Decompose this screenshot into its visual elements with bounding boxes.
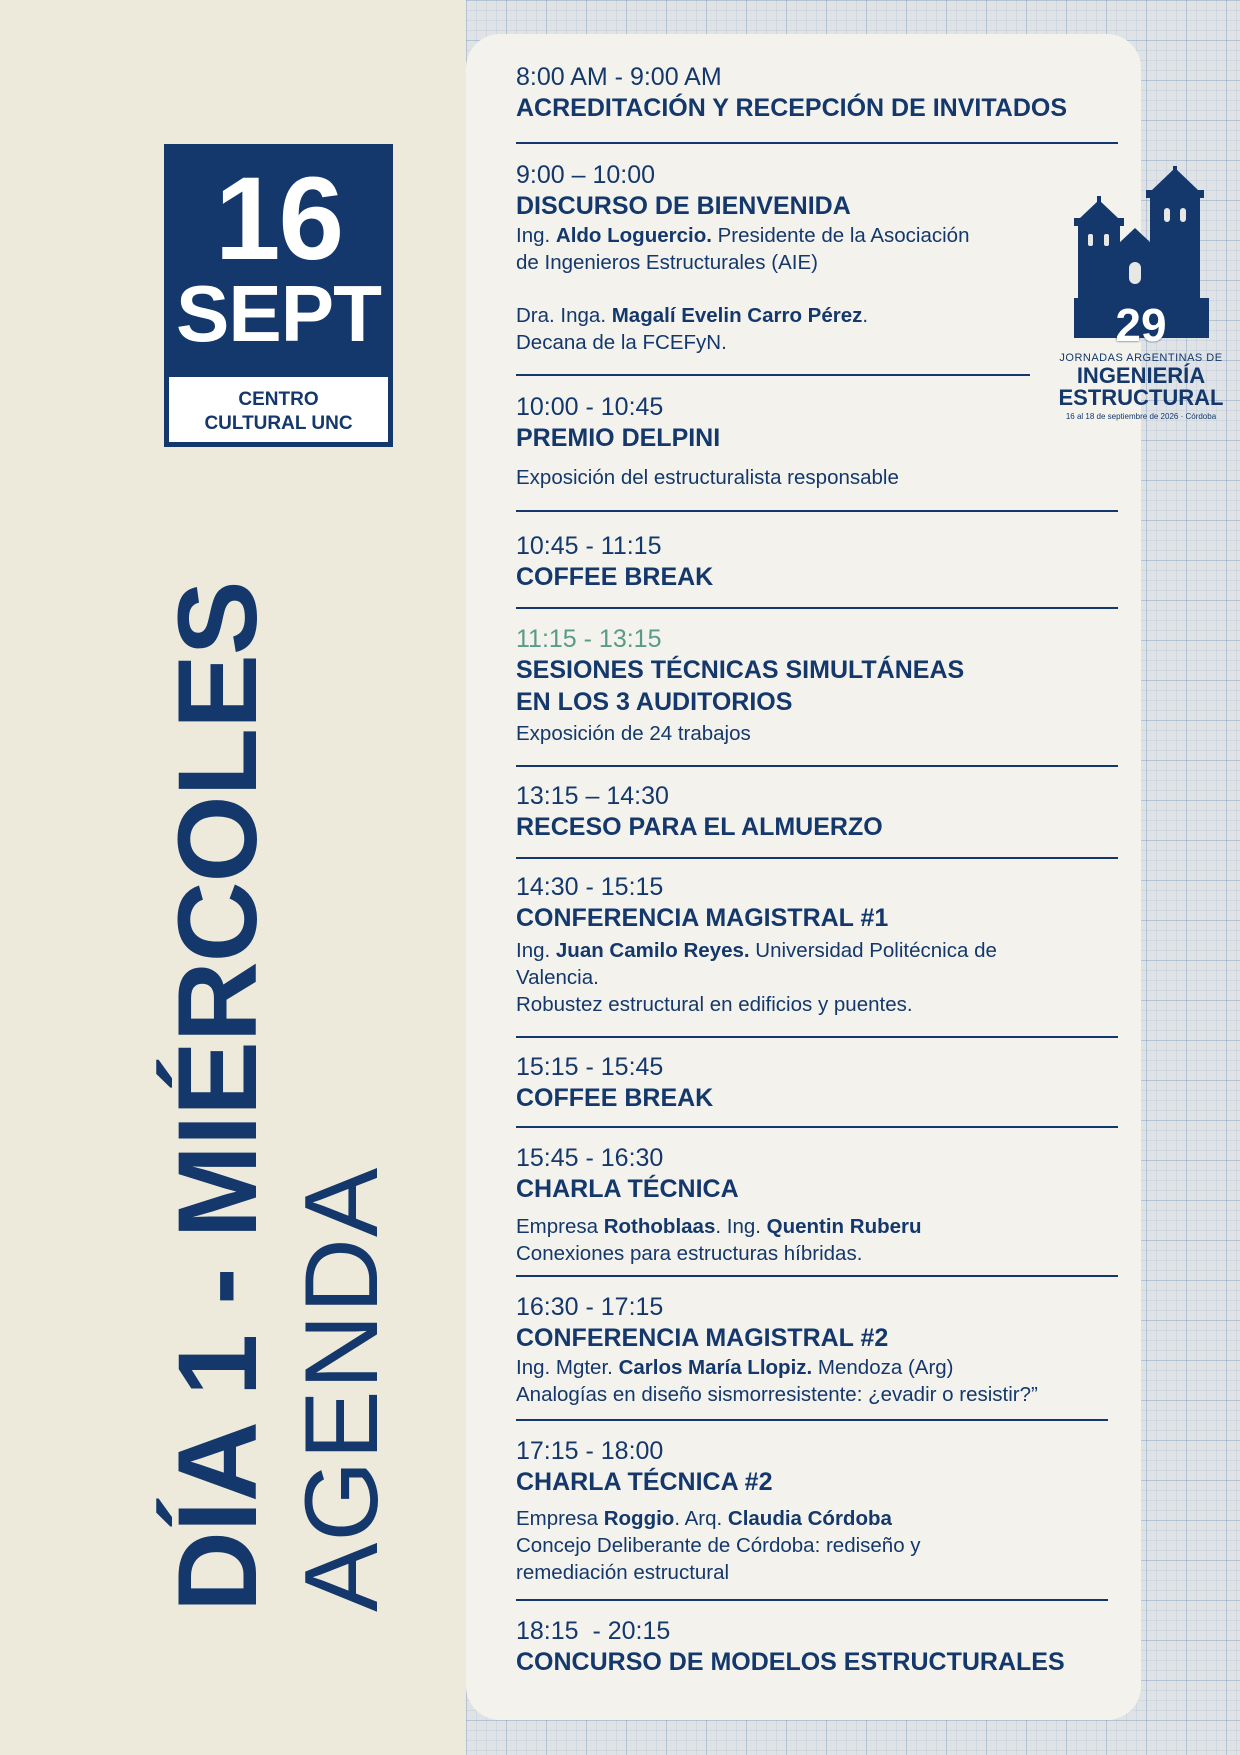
item-time: 11:15 - 13:15 bbox=[516, 625, 662, 653]
company-line: Empresa Rothoblaas. Ing. Quentin Ruberu bbox=[516, 1215, 922, 1238]
item-description: Analogías en diseño sismorresistente: ¿evadir o resistir?” bbox=[516, 1383, 1038, 1406]
logo-number: 29 bbox=[1115, 299, 1167, 351]
item-title: COFFEE BREAK bbox=[516, 563, 714, 591]
divider bbox=[516, 607, 1118, 609]
divider bbox=[516, 765, 1118, 767]
item-title: CHARLA TÉCNICA bbox=[516, 1175, 739, 1203]
speaker-name: Carlos María Llopiz. bbox=[618, 1356, 813, 1379]
logo-line-4: 16 al 18 de septiembre de 2026 · Córdoba bbox=[1065, 412, 1217, 421]
date-badge bbox=[164, 144, 393, 447]
speaker-line: Ing. Mgter. Carlos María Llopiz. Mendoza (Arg) bbox=[516, 1356, 954, 1379]
item-time: 8:00 AM - 9:00 AM bbox=[516, 63, 722, 91]
divider bbox=[516, 510, 1118, 512]
speaker-name: Claudia Córdoba bbox=[727, 1507, 892, 1530]
item-title-line-2: EN LOS 3 AUDITORIOS bbox=[516, 688, 793, 716]
item-description: remediación estructural bbox=[516, 1561, 730, 1584]
divider bbox=[516, 1126, 1118, 1128]
agenda-item-10 bbox=[516, 1292, 1038, 1408]
item-title: COFFEE BREAK bbox=[516, 1084, 714, 1112]
item-title: DISCURSO DE BIENVENIDA bbox=[516, 192, 851, 220]
speaker-role: de Ingenieros Estructurales (AIE) bbox=[516, 251, 818, 274]
speaker-name: Quentin Ruberu bbox=[766, 1215, 922, 1238]
speaker-line: Ing. Juan Camilo Reyes. Universidad Politécnica de bbox=[516, 939, 997, 962]
company-name: Roggio bbox=[603, 1507, 675, 1530]
item-description: Conexiones para estructuras híbridas. bbox=[516, 1242, 863, 1265]
item-time: 15:15 - 15:45 bbox=[516, 1053, 664, 1081]
date-day: 16 bbox=[214, 153, 343, 285]
item-title: CHARLA TÉCNICA #2 bbox=[516, 1468, 773, 1496]
item-time: 14:30 - 15:15 bbox=[516, 873, 664, 901]
event-logo bbox=[1046, 166, 1236, 426]
venue-line-1: CENTRO bbox=[238, 389, 319, 410]
agenda-item-6 bbox=[516, 781, 883, 843]
speaker-name: Magalí Evelin Carro Pérez bbox=[611, 304, 863, 327]
divider bbox=[516, 857, 1118, 859]
company-name: Rothoblaas bbox=[603, 1215, 716, 1238]
divider bbox=[516, 1275, 1118, 1277]
agenda-item-8 bbox=[516, 1052, 713, 1114]
agenda-item-5 bbox=[516, 624, 964, 747]
item-description: Valencia. bbox=[516, 966, 599, 989]
item-time: 15:45 - 16:30 bbox=[516, 1144, 664, 1172]
item-time: 10:45 - 11:15 bbox=[516, 532, 662, 560]
divider bbox=[516, 1036, 1118, 1038]
item-time: 17:15 - 18:00 bbox=[516, 1437, 664, 1465]
item-time: 16:30 - 17:15 bbox=[516, 1293, 664, 1321]
item-time: 13:15 – 14:30 bbox=[516, 782, 669, 810]
company-line: Empresa Roggio. Arq. Claudia Córdoba bbox=[516, 1507, 892, 1530]
item-time: 10:00 - 10:45 bbox=[516, 393, 664, 421]
speaker-line: Dra. Inga. Magalí Evelin Carro Pérez. bbox=[516, 304, 869, 327]
item-time: 18:15 - 20:15 bbox=[516, 1617, 671, 1645]
speaker-role: Decana de la FCEFyN. bbox=[516, 331, 727, 354]
divider bbox=[516, 1599, 1108, 1601]
divider bbox=[516, 374, 1030, 376]
logo-line-2: INGENIERÍA bbox=[1076, 363, 1206, 388]
logo-line-1: JORNADAS ARGENTINAS DE bbox=[1059, 352, 1223, 364]
item-title: PREMIO DELPINI bbox=[516, 424, 721, 452]
agenda-title: AGENDA bbox=[284, 1166, 400, 1612]
item-title: CONFERENCIA MAGISTRAL #1 bbox=[516, 904, 889, 932]
item-title: ACREDITACIÓN Y RECEPCIÓN DE INVITADOS bbox=[516, 94, 1067, 122]
item-time: 9:00 – 10:00 bbox=[516, 161, 656, 189]
agenda-item-4 bbox=[516, 531, 713, 593]
divider bbox=[516, 1419, 1108, 1421]
agenda-item-12 bbox=[516, 1616, 1065, 1678]
item-title: CONFERENCIA MAGISTRAL #2 bbox=[516, 1324, 889, 1352]
agenda-item-7 bbox=[516, 872, 997, 1018]
venue-line-2: CULTURAL UNC bbox=[204, 413, 353, 434]
item-title: RECESO PARA EL ALMUERZO bbox=[516, 813, 883, 841]
item-description: Concejo Deliberante de Córdoba: rediseño y bbox=[516, 1534, 921, 1557]
item-title: SESIONES TÉCNICAS SIMULTÁNEAS bbox=[516, 656, 965, 684]
day-title: DÍA 1 - MIÉRCOLES bbox=[155, 581, 280, 1612]
item-description: Robustez estructural en edificios y puentes. bbox=[516, 993, 913, 1016]
agenda-item-3 bbox=[516, 392, 899, 491]
agenda-item-9 bbox=[516, 1143, 922, 1267]
item-title: CONCURSO DE MODELOS ESTRUCTURALES bbox=[516, 1648, 1065, 1676]
divider bbox=[516, 142, 1118, 144]
agenda-item-11 bbox=[516, 1436, 921, 1586]
item-description: Exposición de 24 trabajos bbox=[516, 722, 751, 745]
venue-label bbox=[169, 377, 388, 442]
logo-line-3: ESTRUCTURAL bbox=[1058, 385, 1224, 410]
speaker-name: Juan Camilo Reyes. bbox=[555, 939, 750, 962]
agenda-item-1 bbox=[516, 62, 1067, 124]
speaker-name: Aldo Loguercio. bbox=[555, 224, 712, 247]
date-month: SEPT bbox=[176, 269, 381, 358]
speaker-line: Ing. Aldo Loguercio. Presidente de la Asociación bbox=[516, 224, 970, 247]
agenda-item-2 bbox=[516, 160, 969, 356]
item-description: Exposición del estructuralista responsable bbox=[516, 466, 899, 489]
